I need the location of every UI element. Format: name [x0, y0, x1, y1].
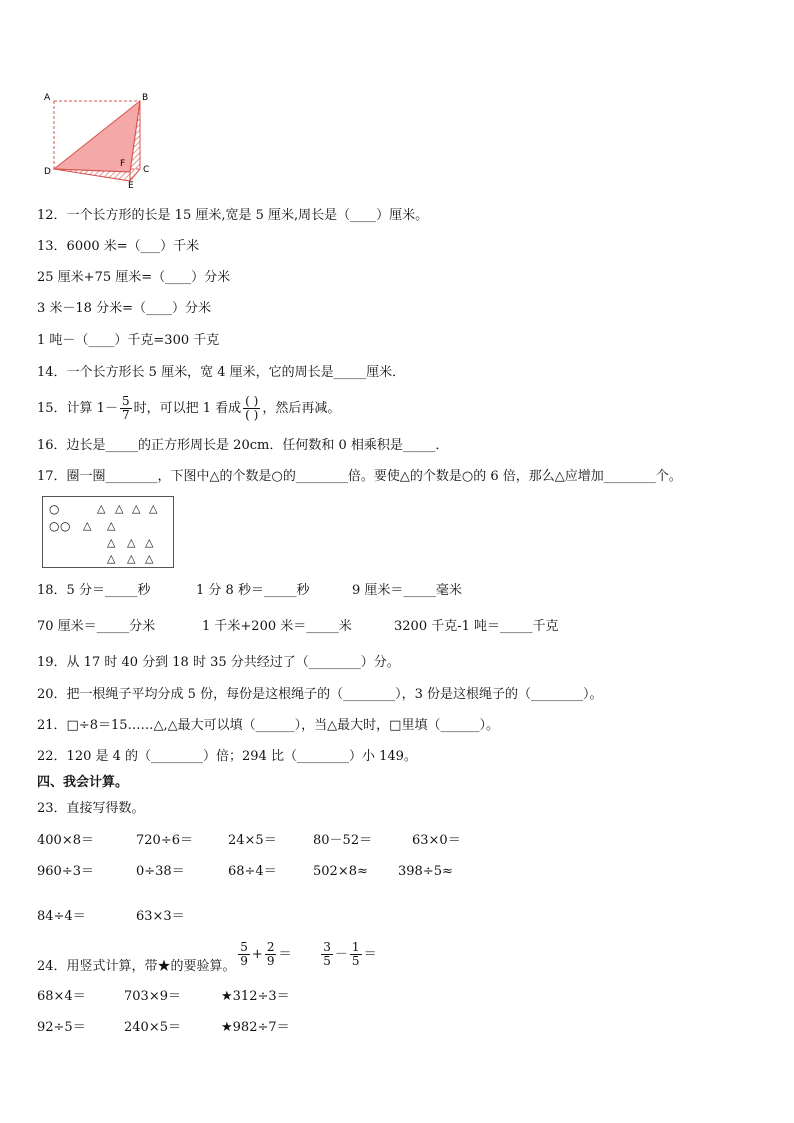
- calc-item: 400×8＝: [37, 833, 94, 848]
- triangle-shape: △: [115, 502, 124, 515]
- calc-item: ★982÷7＝: [221, 1020, 290, 1035]
- calc-item: ★312÷3＝: [221, 989, 290, 1004]
- calc-item: 720÷6＝: [136, 833, 193, 848]
- triangle-shape: △: [127, 536, 136, 549]
- calc-item: 960÷3＝: [37, 864, 94, 879]
- calc-item: 68×4＝: [37, 989, 86, 1004]
- question-18d: 70 厘米＝_____分米: [37, 619, 156, 634]
- shapes-box: [42, 496, 174, 568]
- question-18c: 9 厘米＝_____毫米: [352, 583, 462, 598]
- section-title: 四、我会计算。: [37, 775, 129, 790]
- question-16: 16．边长是_____的正方形周长是 20cm．任何数和 0 相乘积是_____．: [37, 438, 449, 453]
- label-e: E: [128, 181, 134, 190]
- question-18a: 18．5 分＝_____秒: [37, 583, 151, 598]
- calc-item: 502×8≈: [313, 864, 368, 879]
- triangle-shape: △: [83, 519, 92, 532]
- calc-item: 240×5＝: [124, 1020, 181, 1035]
- question-13-line4: 1 吨－（____）千克=300 千克: [37, 333, 220, 348]
- geometry-figure-triangle: [40, 88, 170, 190]
- calc-item: 63×3＝: [136, 909, 185, 924]
- question-18e: 1 千米+200 米＝_____米: [202, 619, 352, 634]
- question-13-line2: 25 厘米+75 厘米=（____）分米: [37, 270, 231, 285]
- calc-item: 92÷5＝: [37, 1020, 86, 1035]
- triangle-dbf: [54, 101, 140, 172]
- question-13-line3: 3 米－18 分米=（____）分米: [37, 301, 211, 316]
- triangle-shape: △: [145, 536, 154, 549]
- calc-item: 63×0＝: [412, 833, 461, 848]
- question-20: 20．把一根绳子平均分成 5 份，每份是这根绳子的（________），3 份是这根绳子的（________）。: [37, 687, 603, 702]
- triangle-shape: △: [107, 536, 116, 549]
- triangle-shape: △: [149, 502, 158, 515]
- circle-shape: ○: [49, 519, 60, 533]
- fraction-5-7: $\frac{5}{7}$: [121, 394, 130, 422]
- fraction-blank: $\frac{( )}{( )}$: [245, 394, 259, 422]
- triangle-shape: △: [127, 552, 136, 565]
- calc-item: 68÷4＝: [228, 864, 277, 879]
- label-d: D: [44, 167, 51, 177]
- question-24-title: 24．用竖式计算，带★的要验算。: [37, 959, 236, 974]
- question-13-line1: 13．6000 米=（___）千米: [37, 239, 200, 254]
- question-23-title: 23．直接写得数。: [37, 801, 145, 816]
- triangle-shape: △: [107, 519, 116, 532]
- label-a: A: [44, 93, 51, 103]
- question-19: 19．从 17 时 40 分到 18 时 35 分共经过了（________）分。: [37, 655, 400, 670]
- question-14: 14．一个长方形长 5 厘米，宽 4 厘米，它的周长是_____厘米．: [37, 365, 406, 380]
- triangle-shape: △: [132, 502, 141, 515]
- question-12: 12．一个长方形的长是 15 厘米,宽是 5 厘米,周长是（____）厘米。: [37, 208, 429, 223]
- fraction-expression-1: $\frac{5}{9}$ + $\frac{2}{9}$ ＝: [240, 940, 292, 968]
- calc-item: 80－52＝: [313, 833, 373, 848]
- calc-item: 84÷4＝: [37, 909, 86, 924]
- label-b: B: [142, 93, 149, 103]
- triangle-shape: △: [145, 552, 154, 565]
- calc-item: 398÷5≈: [398, 864, 453, 879]
- question-21: 21．□÷8＝15……△,△最大可以填（______），当△最大时，□里填（______）。: [37, 718, 499, 733]
- label-c: C: [143, 165, 150, 175]
- circle-shape: ○: [49, 502, 60, 516]
- question-17: 17．圈一圈________，下图中△的个数是○的________倍。要使△的个数是○的 6 倍，那么△应增加________个。: [37, 469, 682, 484]
- calc-item: 703×9＝: [124, 989, 181, 1004]
- calc-item: 24×5＝: [228, 833, 277, 848]
- label-f: F: [120, 159, 126, 169]
- circle-shape: ○: [60, 519, 71, 533]
- triangle-shape: △: [97, 502, 106, 515]
- question-18f: 3200 千克-1 吨＝_____千克: [394, 619, 559, 634]
- question-18b: 1 分 8 秒＝_____秒: [196, 583, 310, 598]
- question-15: 15．计算 1－ $\frac{5}{7}$ 时，可以把 1 看成 $\frac{( )}{( )}$ ，然后再减。: [37, 394, 341, 422]
- fraction-expression-2: $\frac{3}{5}$ － $\frac{1}{5}$ ＝: [323, 940, 377, 968]
- question-22: 22．120 是 4 的（________）倍；294 比（________）小 149。: [37, 749, 417, 764]
- triangle-shape: △: [107, 552, 116, 565]
- calc-item: 0÷38＝: [136, 864, 185, 879]
